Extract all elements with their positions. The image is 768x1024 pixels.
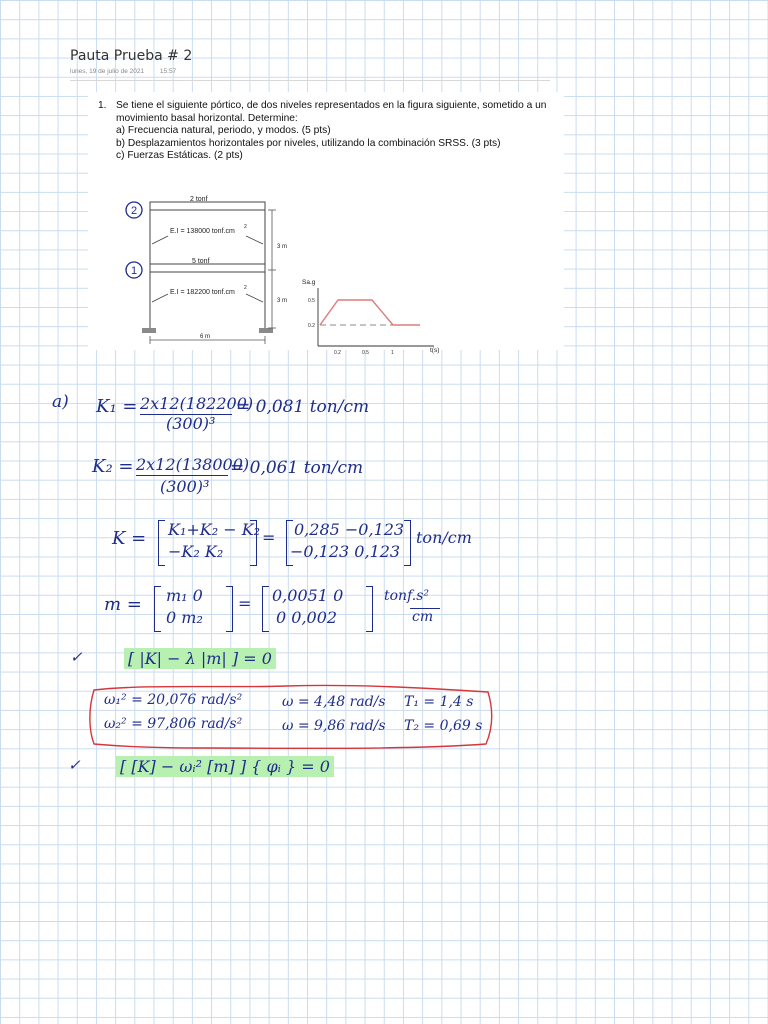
right-support [259, 328, 273, 333]
title-divider [70, 80, 550, 81]
ei-bottom-label: E.I = 182200 tonf.cm [170, 289, 235, 296]
problem-image [88, 92, 564, 356]
k-num-row-1: 0,285 −0,123 [294, 520, 405, 539]
part-a-mark: a) [52, 392, 69, 412]
mode-shape-equation: [ [K] − ωᵢ² [m] ] { φᵢ } = 0 [116, 756, 334, 777]
k1-denominator: (300)³ [166, 414, 216, 433]
spectrum-plot [302, 279, 439, 356]
mass-lhs: m = [104, 594, 142, 615]
m-unit-numerator: tonf.s² [384, 588, 430, 604]
middle-beam [150, 264, 265, 272]
page-meta [70, 68, 190, 75]
k2-result: = 0,061 ton/cm [230, 458, 364, 478]
k-num-row-2: −0,123 0,123 [290, 542, 401, 561]
omega2-squared: ω₂² = 97,806 rad/s² [104, 716, 243, 732]
span-label: 6 m [200, 334, 211, 340]
height-top-label: 3 m [277, 244, 288, 250]
m-num-bracket-left [262, 586, 269, 632]
eigen-equation: [ |K| − λ |m| ] = 0 [124, 648, 276, 669]
page-date: lunes, 19 de julio de 2021 [70, 68, 145, 75]
spectrum-y-tick-0: 0.5 [308, 298, 315, 304]
m-num-row-2: 0 0,002 [276, 608, 338, 627]
m-matrix-bracket-left [154, 586, 161, 632]
omega1: ω = 4,48 rad/s [282, 694, 386, 710]
check-mark-2: ✓ [68, 756, 81, 774]
problem-item-a: a) Frecuencia natural, periodo, y modos. (5 pts) [116, 125, 331, 136]
k-matrix-bracket-left [158, 520, 165, 566]
omega1-squared: ω₁² = 20,076 rad/s² [104, 692, 243, 708]
m-equals: = [238, 594, 252, 613]
k1-numerator: 2x12(182200) [140, 394, 254, 413]
problem-statement: Se tiene el siguiente pórtico, de dos niveles representados en la figura siguiente, sometido a un movimiento basal horizontal. Determine: [116, 100, 547, 124]
spectrum-y-label: Sa.g [302, 279, 316, 286]
k2-lhs: K₂ = [92, 456, 134, 477]
left-support [142, 328, 156, 333]
k1-lhs: K₁ = [96, 396, 138, 417]
spectrum-y-tick-1: 0.2 [308, 323, 315, 329]
m-unit-denominator: cm [412, 609, 434, 625]
k2-denominator: (300)³ [160, 477, 210, 496]
problem-item-c: c) Fuerzas Estáticas. (2 pts) [116, 150, 243, 161]
problem-item-b: b) Desplazamientos horizontales por niveles, utilizando la combinación SRSS. (3 pts) [116, 137, 501, 149]
k1-result: = 0,081 ton/cm [236, 397, 370, 417]
stiffness-lhs: K = [112, 528, 147, 549]
k-matrix-row-2: −K₂ K₂ [168, 542, 224, 561]
ei-top-label: E.I = 138000 tonf.cm [170, 228, 235, 235]
problem-number: 1. [98, 100, 107, 111]
page-time: 15:57 [159, 68, 177, 75]
m-num-row-1: 0,0051 0 [272, 586, 344, 605]
spectrum-x-tick-2: 1 [391, 350, 394, 356]
k-matrix-row-1: K₁+K₂ − K₂ [168, 520, 261, 539]
m-matrix-row-1: m₁ 0 [166, 586, 203, 605]
top-beam [150, 202, 265, 210]
ei-bottom-exp: 2 [244, 285, 247, 291]
m-num-bracket-right [366, 586, 373, 632]
k-unit: ton/cm [416, 528, 472, 547]
period-1: T₁ = 1,4 s [404, 694, 474, 710]
m-matrix-bracket-right [226, 586, 233, 632]
m-matrix-row-2: 0 m₂ [166, 608, 203, 627]
k-num-bracket-right [404, 520, 411, 566]
page-title: Pauta Prueba # 2 [70, 48, 193, 64]
top-load-label: 2 tonf [190, 196, 208, 203]
level-1-label: 1 [131, 265, 138, 277]
spectrum-x-tick-1: 0.5 [362, 350, 369, 356]
frame-figure [88, 92, 564, 356]
level-2-label: 2 [131, 205, 138, 217]
spectrum-x-label: t(s) [430, 347, 440, 354]
check-mark-1: ✓ [70, 648, 83, 666]
k2-numerator: 2x12(138000) [136, 455, 250, 474]
spectrum-x-tick-0: 0.2 [334, 350, 341, 356]
k-equals: = [262, 528, 276, 547]
spectrum-curve [320, 300, 420, 325]
period-2: T₂ = 0,69 s [404, 718, 483, 734]
height-bottom-label: 3 m [277, 298, 288, 304]
k-matrix-bracket-right [250, 520, 257, 566]
ei-top-exp: 2 [244, 224, 247, 230]
omega2: ω = 9,86 rad/s [282, 718, 386, 734]
mid-load-label: 5 tonf [192, 258, 210, 265]
